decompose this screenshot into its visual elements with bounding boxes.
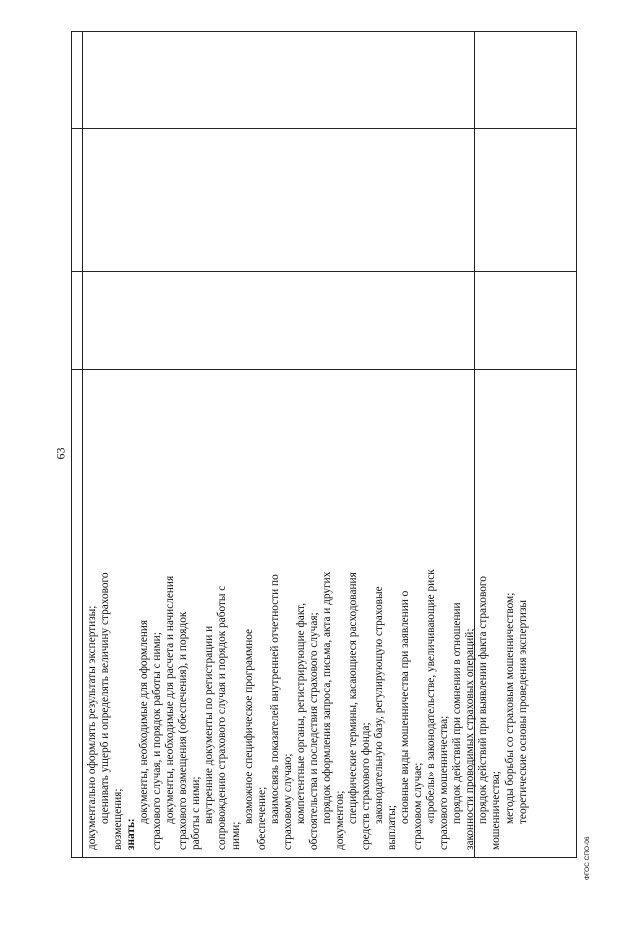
text-line: методы борьбы со страховым мошенничеством; [503,592,516,824]
cell-text-block [86,460,568,850]
table-divider [72,128,576,129]
text-line: оценивать ущерб и определять величину страхового [99,572,112,824]
text-line: средств страхового фонда; [359,722,372,850]
text-line: сопровождению страхового случая и порядок работы с [216,585,229,850]
table-divider [72,369,576,370]
text-line: страхового случая, и порядок работы с ними; [151,632,164,850]
text-line: законности проводимых страховых операций; [464,628,477,850]
text-line: страхового возмещения (обеспечения), и порядок [177,611,190,850]
text-line: внутренние документы по регистрации и [203,625,216,824]
text-line: возмещения; [112,788,125,850]
content-cell [86,460,529,945]
text-line: порядок оформления запроса, письма, акта и других [320,571,333,824]
table-divider [72,271,576,272]
text-line: страховому случаю; [281,753,294,850]
text-line: мошенничества; [490,771,503,850]
text-line: теоретические основы проведения экспертизы [516,599,529,824]
text-line: «пробелы» в законодательстве, увеличивающие риск [425,569,438,824]
text-line: обеспечение; [255,786,268,850]
text-line: ними; [229,821,242,850]
text-line: взаимосвязь показателей внутренней отчетности по [268,574,281,824]
text-line: документов; [333,790,346,850]
text-line: законодательную базу, регулирующую страховые [373,586,386,824]
text-line: работы с ними; [190,776,203,850]
page-number: 63 [53,447,68,460]
text-line: порядок действий при выявлении факта страхового [477,576,490,824]
text-line: порядок действий при сомнении в отношении [451,602,464,824]
text-line: специфические термины, касающиеся расходования [346,572,359,824]
footer-code: ФГОС СПО-06 [584,836,591,880]
text-line: документы, необходимые для оформления [138,619,151,824]
text-line: выплаты; [386,805,399,850]
text-line: страхового мошенничества; [438,715,451,850]
text-line: документально оформлять результаты экспертизы; [86,605,98,850]
text-line: основные виды мошенничества при заявлении о [399,590,412,824]
text-line: компетентные органы, регистрирующие факт, [294,602,307,824]
table-divider [82,32,83,857]
text-line: знать: [125,818,138,850]
text-line: обстоятельства и последствия страхового случая; [307,612,320,850]
text-line: документы, необходимые для расчета и начисления [164,575,177,824]
text-line: страховом случае; [412,762,425,850]
text-line: возможное специфическое программное [242,628,255,824]
